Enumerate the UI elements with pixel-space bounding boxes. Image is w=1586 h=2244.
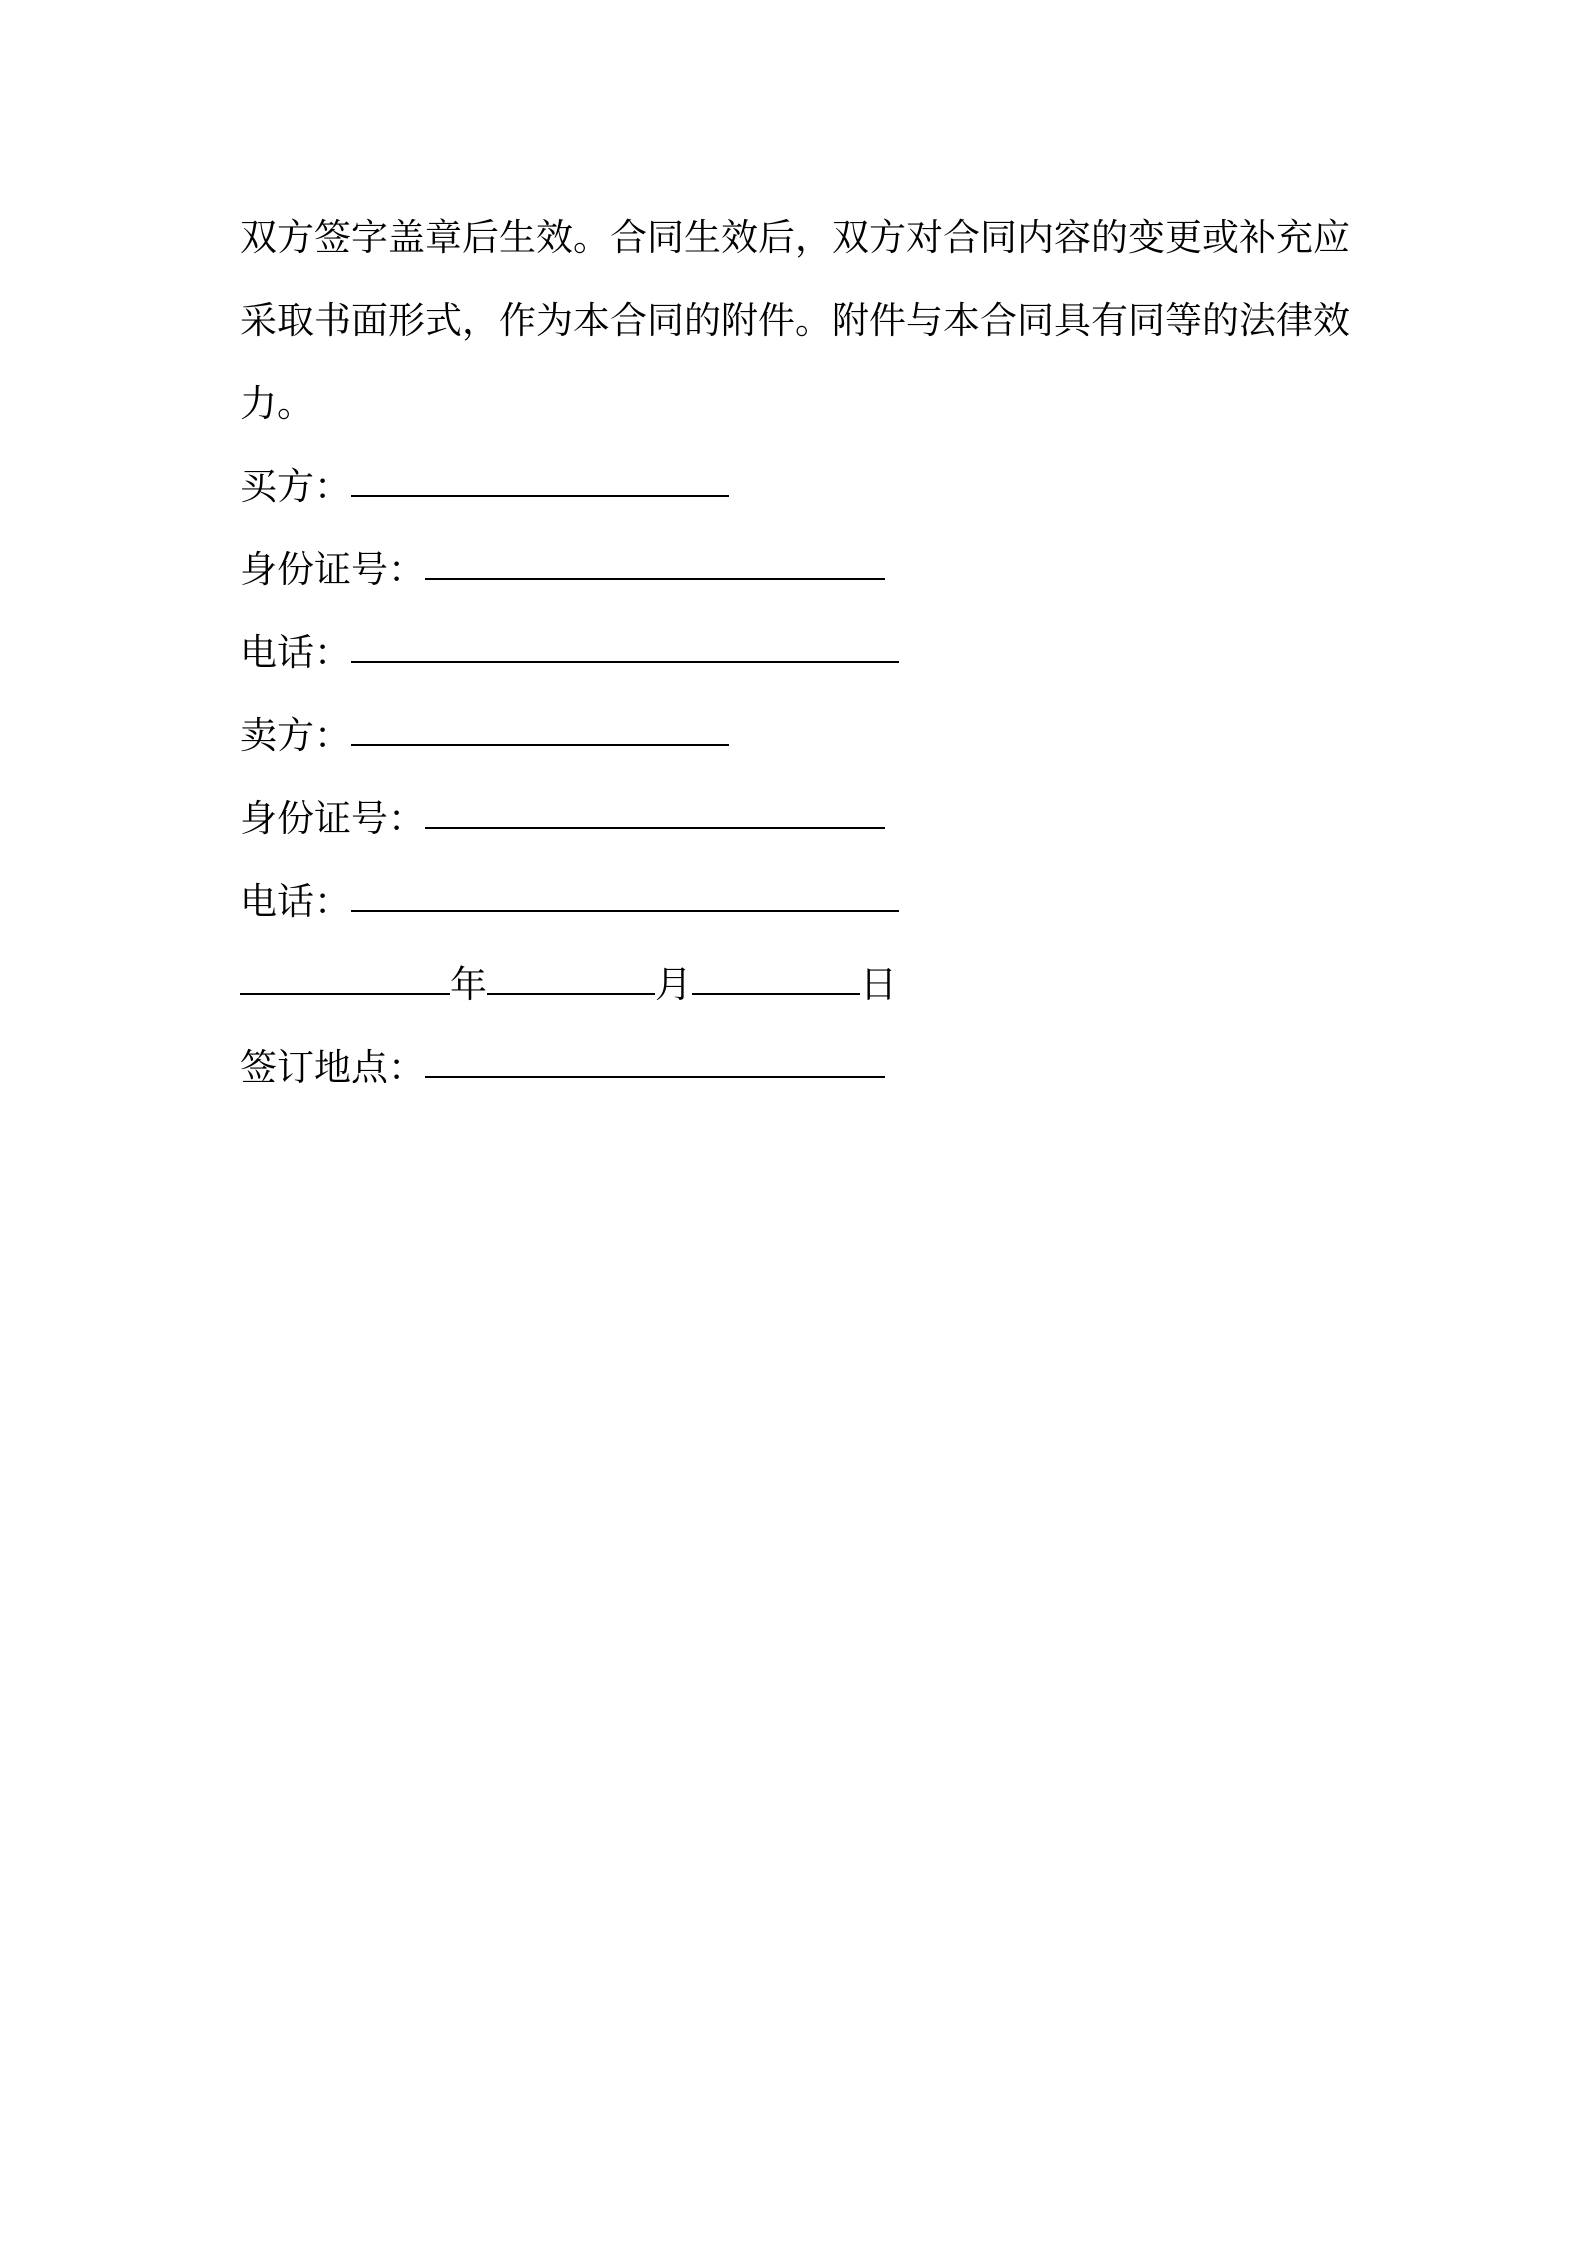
seller-id-blank [425, 797, 885, 829]
signing-place-label: 签订地点： [240, 1046, 425, 1089]
buyer-id-blank [425, 548, 885, 580]
seller-phone-line [240, 860, 1360, 943]
seller-label: 卖方： [240, 714, 351, 757]
year-label: 年 [450, 963, 487, 1006]
buyer-blank [351, 465, 729, 497]
seller-phone-label: 电话： [240, 880, 351, 923]
signing-place-blank [425, 1046, 885, 1078]
buyer-phone-label: 电话： [240, 631, 351, 674]
buyer-id-line [240, 528, 1360, 611]
month-blank [487, 963, 655, 995]
day-blank [692, 963, 860, 995]
seller-blank [351, 714, 729, 746]
buyer-phone-blank [351, 631, 899, 663]
buyer-label: 买方： [240, 465, 351, 508]
seller-id-label: 身份证号： [240, 797, 425, 840]
effectiveness-clause: 双方签字盖章后生效。合同生效后，双方对合同内容的变更或补充应采取书面形式，作为本合同的附件。附件与本合同具有同等的法律效力。 [240, 216, 1350, 425]
buyer-phone-line [240, 611, 1360, 694]
buyer-line [240, 445, 1360, 528]
seller-phone-blank [351, 880, 899, 912]
year-blank [240, 963, 450, 995]
buyer-id-label: 身份证号： [240, 548, 425, 591]
date-line [240, 943, 1360, 1026]
seller-id-line [240, 777, 1360, 860]
contract-signature-section [240, 196, 1360, 1109]
signing-place-line [240, 1026, 1360, 1109]
month-label: 月 [655, 963, 692, 1006]
day-label: 日 [860, 963, 897, 1006]
seller-line [240, 694, 1360, 777]
